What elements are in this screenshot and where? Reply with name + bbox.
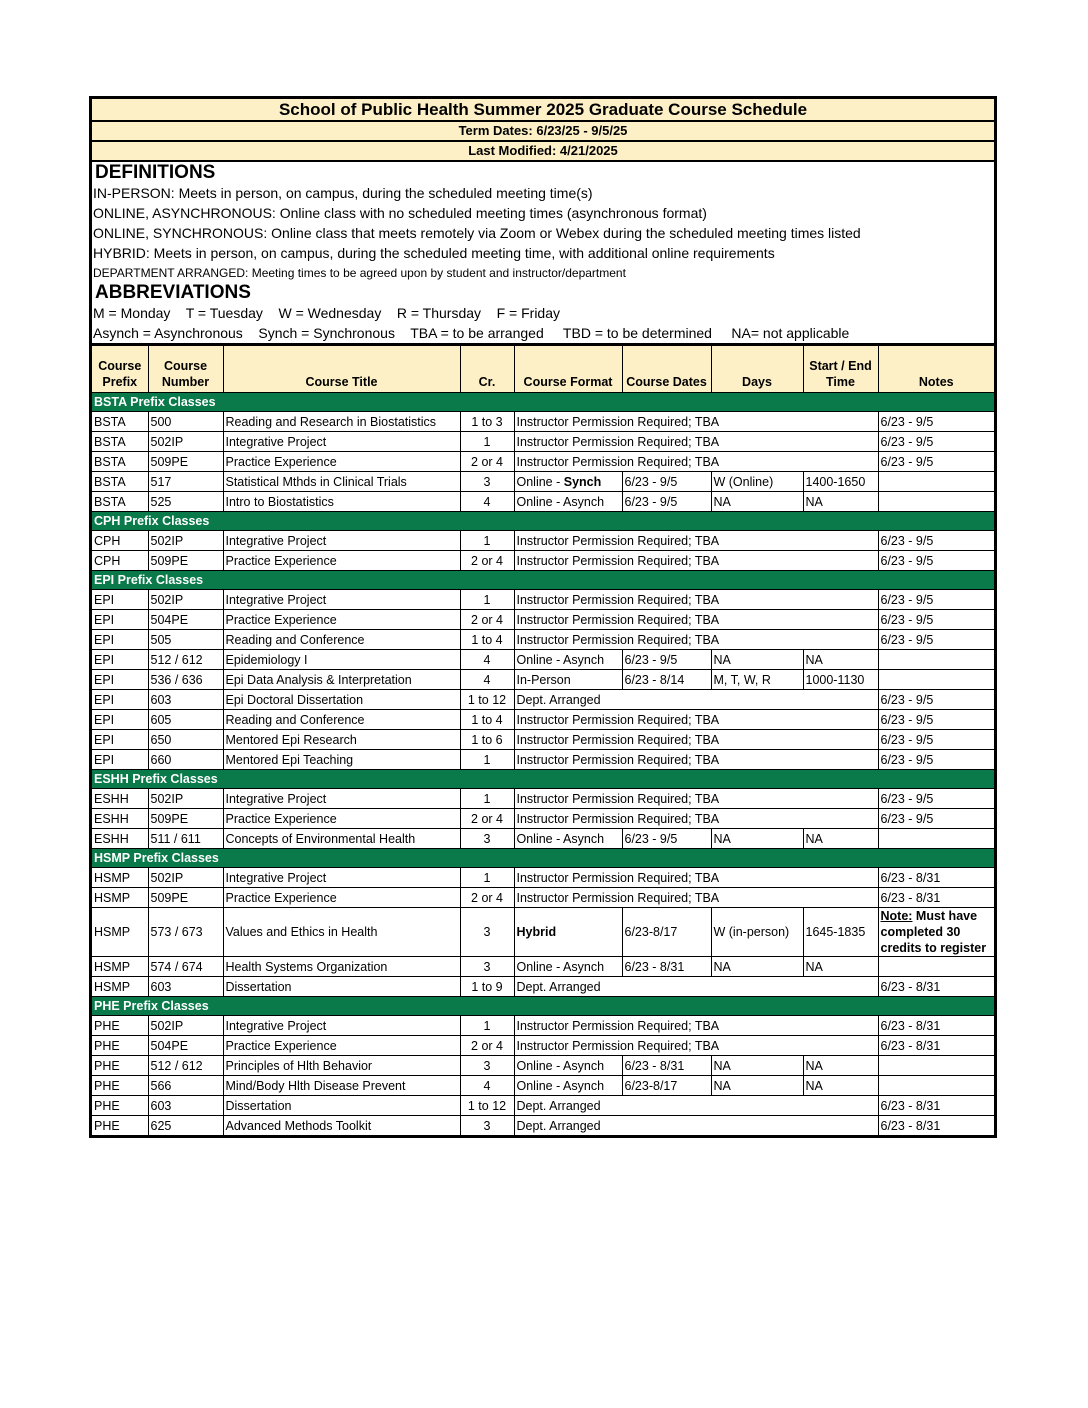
cell-prefix: EPI (92, 670, 148, 690)
group-header-row (92, 393, 994, 412)
cell-dates: 6/23-8/17 (622, 1076, 711, 1096)
cell-time: NA (803, 650, 878, 670)
cell-number: 625 (148, 1116, 223, 1136)
cell-number: 536 / 636 (148, 670, 223, 690)
cell-format-span: Instructor Permission Required; TBA (514, 432, 878, 452)
cell-credits: 1 (460, 1016, 514, 1036)
cell-prefix: HSMP (92, 888, 148, 908)
cell-dates: 6/23 - 9/5 (622, 472, 711, 492)
cell-dates: 6/23 - 9/5 (622, 829, 711, 849)
cell-format: Online - Asynch (514, 1056, 622, 1076)
cell-prefix: PHE (92, 1036, 148, 1056)
cell-dates: 6/23 - 9/5 (622, 650, 711, 670)
cell-format-span: Instructor Permission Required; TBA (514, 1016, 878, 1036)
cell-days: W (in-person) (711, 908, 803, 957)
table-row (92, 551, 994, 571)
cell-title: Practice Experience (223, 610, 460, 630)
cell-credits: 3 (460, 1116, 514, 1136)
cell-number: 566 (148, 1076, 223, 1096)
cell-notes: 6/23 - 8/31 (878, 1036, 994, 1056)
cell-credits: 4 (460, 1076, 514, 1096)
cell-prefix: HSMP (92, 977, 148, 997)
cell-prefix: EPI (92, 650, 148, 670)
cell-format: Online - Asynch (514, 650, 622, 670)
cell-title: Values and Ethics in Health (223, 908, 460, 957)
cell-title: Mind/Body Hlth Disease Prevent (223, 1076, 460, 1096)
group-header-row (92, 571, 994, 590)
cell-notes: 6/23 - 8/31 (878, 1096, 994, 1116)
cell-time: 1645-1835 (803, 908, 878, 957)
cell-format-span: Instructor Permission Required; TBA (514, 750, 878, 770)
col-start-end-time: Start / End Time (803, 345, 878, 393)
cell-credits: 1 to 12 (460, 1096, 514, 1116)
definition-hybrid: HYBRID: Meets in person, on campus, during the scheduled meeting time, with additional online requirements (93, 245, 775, 261)
table-row (92, 412, 994, 432)
table-row (92, 1056, 994, 1076)
cell-number: 603 (148, 690, 223, 710)
group-label: HSMP Prefix Classes (92, 849, 994, 868)
definitions-heading: DEFINITIONS (95, 162, 216, 183)
cell-title: Practice Experience (223, 809, 460, 829)
cell-days: NA (711, 957, 803, 977)
table-row (92, 750, 994, 770)
cell-credits: 3 (460, 957, 514, 977)
table-row (92, 630, 994, 650)
cell-notes (878, 492, 994, 512)
cell-credits: 2 or 4 (460, 452, 514, 472)
cell-format-span: Instructor Permission Required; TBA (514, 730, 878, 750)
cell-days: W (Online) (711, 472, 803, 492)
cell-dates: 6/23 - 8/14 (622, 670, 711, 690)
cell-credits: 1 (460, 432, 514, 452)
col-course-number: Course Number (148, 345, 223, 393)
term-dates: Term Dates: 6/23/25 - 9/5/25 (92, 122, 994, 142)
table-row (92, 710, 994, 730)
cell-notes: 6/23 - 8/31 (878, 1116, 994, 1136)
col-course-dates: Course Dates (622, 345, 711, 393)
cell-time: NA (803, 1076, 878, 1096)
cell-number: 509PE (148, 452, 223, 472)
cell-format: Hybrid (514, 908, 622, 957)
cell-format: Online - Asynch (514, 1076, 622, 1096)
cell-number: 502IP (148, 590, 223, 610)
group-label: PHE Prefix Classes (92, 997, 994, 1016)
cell-number: 574 / 674 (148, 957, 223, 977)
cell-prefix: EPI (92, 710, 148, 730)
cell-title: Reading and Conference (223, 630, 460, 650)
cell-time: NA (803, 829, 878, 849)
cell-format-span: Instructor Permission Required; TBA (514, 551, 878, 571)
cell-number: 603 (148, 977, 223, 997)
cell-number: 573 / 673 (148, 908, 223, 957)
cell-notes: 6/23 - 9/5 (878, 809, 994, 829)
col-credits: Cr. (460, 345, 514, 393)
cell-notes: 6/23 - 9/5 (878, 551, 994, 571)
cell-credits: 1 to 12 (460, 690, 514, 710)
cell-title: Integrative Project (223, 590, 460, 610)
cell-title: Practice Experience (223, 551, 460, 571)
cell-format-span: Instructor Permission Required; TBA (514, 412, 878, 432)
cell-format-span: Instructor Permission Required; TBA (514, 610, 878, 630)
cell-time: NA (803, 957, 878, 977)
table-row (92, 690, 994, 710)
cell-format: Online - Asynch (514, 829, 622, 849)
course-schedule-sheet (89, 96, 997, 1138)
cell-notes: 6/23 - 9/5 (878, 710, 994, 730)
table-row (92, 908, 994, 957)
table-row (92, 957, 994, 977)
cell-credits: 2 or 4 (460, 610, 514, 630)
cell-title: Statistical Mthds in Clinical Trials (223, 472, 460, 492)
cell-time: 1400-1650 (803, 472, 878, 492)
cell-title: Reading and Research in Biostatistics (223, 412, 460, 432)
cell-number: 525 (148, 492, 223, 512)
cell-notes (878, 1056, 994, 1076)
cell-prefix: HSMP (92, 957, 148, 977)
cell-number: 502IP (148, 432, 223, 452)
definitions-section (92, 162, 994, 283)
cell-title: Integrative Project (223, 1016, 460, 1036)
cell-credits: 1 (460, 531, 514, 551)
cell-days: NA (711, 492, 803, 512)
cell-prefix: PHE (92, 1056, 148, 1076)
cell-number: 504PE (148, 1036, 223, 1056)
col-course-title: Course Title (223, 345, 460, 393)
cell-dates: 6/23 - 8/31 (622, 1056, 711, 1076)
table-row (92, 472, 994, 492)
cell-number: 512 / 612 (148, 650, 223, 670)
cell-credits: 1 to 9 (460, 977, 514, 997)
cell-prefix: EPI (92, 730, 148, 750)
col-notes: Notes (878, 345, 994, 393)
cell-notes: 6/23 - 9/5 (878, 789, 994, 809)
cell-prefix: CPH (92, 551, 148, 571)
cell-dates: 6/23 - 8/31 (622, 957, 711, 977)
cell-credits: 1 (460, 789, 514, 809)
cell-format-span: Instructor Permission Required; TBA (514, 452, 878, 472)
cell-notes: 6/23 - 9/5 (878, 590, 994, 610)
cell-credits: 2 or 4 (460, 551, 514, 571)
cell-prefix: BSTA (92, 452, 148, 472)
table-row (92, 1096, 994, 1116)
cell-number: 517 (148, 472, 223, 492)
cell-prefix: BSTA (92, 492, 148, 512)
cell-notes (878, 472, 994, 492)
cell-prefix: HSMP (92, 908, 148, 957)
cell-title: Reading and Conference (223, 710, 460, 730)
cell-number: 502IP (148, 1016, 223, 1036)
cell-notes: 6/23 - 9/5 (878, 412, 994, 432)
cell-format: Online - Asynch (514, 492, 622, 512)
cell-number: 502IP (148, 531, 223, 551)
cell-prefix: ESHH (92, 789, 148, 809)
cell-notes: 6/23 - 9/5 (878, 690, 994, 710)
cell-title: Dissertation (223, 977, 460, 997)
table-row (92, 829, 994, 849)
table-row (92, 888, 994, 908)
format-text: Online - (516, 474, 564, 489)
note-label: Note: (880, 909, 913, 923)
abbreviations-days: M = Monday T = Tuesday W = Wednesday R = Thursday F = Friday (93, 305, 561, 321)
table-row (92, 432, 994, 452)
cell-credits: 1 to 6 (460, 730, 514, 750)
group-label: CPH Prefix Classes (92, 512, 994, 531)
group-header-row (92, 849, 994, 868)
cell-prefix: EPI (92, 610, 148, 630)
cell-number: 502IP (148, 868, 223, 888)
cell-format-span: Instructor Permission Required; TBA (514, 789, 878, 809)
cell-notes: 6/23 - 9/5 (878, 531, 994, 551)
table-row (92, 868, 994, 888)
table-row (92, 650, 994, 670)
page-title: School of Public Health Summer 2025 Graduate Course Schedule (92, 99, 994, 122)
abbreviations-terms: Asynch = Asynchronous Synch = Synchronous TBA = to be arranged TBD = to be determined NA= not applicable (93, 325, 850, 341)
cell-notes: 6/23 - 9/5 (878, 730, 994, 750)
format-emphasis: Synch (563, 474, 602, 489)
cell-number: 500 (148, 412, 223, 432)
definition-online-synchronous: ONLINE, SYNCHRONOUS: Online class that meets remotely via Zoom or Webex during the scheduled meeting times listed (93, 225, 861, 241)
cell-credits: 1 (460, 868, 514, 888)
group-label: EPI Prefix Classes (92, 571, 994, 590)
cell-notes (878, 650, 994, 670)
cell-format-span: Instructor Permission Required; TBA (514, 888, 878, 908)
cell-format-span: Instructor Permission Required; TBA (514, 531, 878, 551)
cell-days: NA (711, 1076, 803, 1096)
group-label: BSTA Prefix Classes (92, 393, 994, 412)
table-row (92, 1116, 994, 1136)
table-row (92, 977, 994, 997)
cell-format-span: Instructor Permission Required; TBA (514, 630, 878, 650)
cell-notes (878, 829, 994, 849)
cell-title: Epidemiology I (223, 650, 460, 670)
cell-number: 605 (148, 710, 223, 730)
cell-title: Advanced Methods Toolkit (223, 1116, 460, 1136)
cell-notes: 6/23 - 8/31 (878, 977, 994, 997)
cell-format-span: Dept. Arranged (514, 690, 878, 710)
cell-prefix: ESHH (92, 829, 148, 849)
cell-credits: 4 (460, 650, 514, 670)
cell-number: 660 (148, 750, 223, 770)
col-course-format: Course Format (514, 345, 622, 393)
table-row (92, 670, 994, 690)
cell-prefix: PHE (92, 1116, 148, 1136)
cell-title: Integrative Project (223, 789, 460, 809)
cell-format (514, 472, 622, 492)
cell-title: Integrative Project (223, 432, 460, 452)
cell-prefix: EPI (92, 750, 148, 770)
cell-number: 509PE (148, 888, 223, 908)
cell-prefix: HSMP (92, 868, 148, 888)
cell-format-span: Instructor Permission Required; TBA (514, 868, 878, 888)
cell-notes: 6/23 - 9/5 (878, 750, 994, 770)
cell-credits: 4 (460, 670, 514, 690)
cell-title: Practice Experience (223, 452, 460, 472)
cell-number: 504PE (148, 610, 223, 630)
group-label: ESHH Prefix Classes (92, 770, 994, 789)
cell-format-span: Instructor Permission Required; TBA (514, 809, 878, 829)
table-row (92, 789, 994, 809)
cell-number: 509PE (148, 809, 223, 829)
cell-notes: 6/23 - 8/31 (878, 1016, 994, 1036)
group-header-row (92, 997, 994, 1016)
cell-credits: 2 or 4 (460, 809, 514, 829)
table-row (92, 809, 994, 829)
cell-notes: 6/23 - 8/31 (878, 888, 994, 908)
definition-department-arranged: DEPARTMENT ARRANGED: Meeting times to be agreed upon by student and instructor/department (93, 266, 626, 280)
cell-notes: 6/23 - 9/5 (878, 452, 994, 472)
cell-title: Practice Experience (223, 1036, 460, 1056)
cell-prefix: BSTA (92, 412, 148, 432)
cell-format-span: Instructor Permission Required; TBA (514, 710, 878, 730)
cell-dates: 6/23 - 9/5 (622, 492, 711, 512)
group-header-row (92, 770, 994, 789)
cell-format-span: Dept. Arranged (514, 1116, 878, 1136)
cell-title: Epi Doctoral Dissertation (223, 690, 460, 710)
cell-notes (878, 908, 994, 957)
cell-notes (878, 1076, 994, 1096)
table-row (92, 730, 994, 750)
cell-title: Practice Experience (223, 888, 460, 908)
cell-number: 650 (148, 730, 223, 750)
cell-time: 1000-1130 (803, 670, 878, 690)
cell-days: NA (711, 1056, 803, 1076)
cell-notes: 6/23 - 9/5 (878, 630, 994, 650)
cell-days: M, T, W, R (711, 670, 803, 690)
cell-format-span: Instructor Permission Required; TBA (514, 1036, 878, 1056)
cell-credits: 2 or 4 (460, 1036, 514, 1056)
cell-title: Health Systems Organization (223, 957, 460, 977)
cell-title: Integrative Project (223, 531, 460, 551)
schedule-body (92, 393, 994, 1136)
table-row (92, 590, 994, 610)
abbreviations-section (92, 283, 994, 343)
abbreviations-heading: ABBREVIATIONS (95, 282, 251, 303)
table-row (92, 492, 994, 512)
table-row (92, 610, 994, 630)
cell-number: 603 (148, 1096, 223, 1116)
cell-title: Principles of Hlth Behavior (223, 1056, 460, 1076)
cell-prefix: BSTA (92, 472, 148, 492)
cell-format: In-Person (514, 670, 622, 690)
cell-credits: 3 (460, 472, 514, 492)
cell-notes (878, 670, 994, 690)
cell-format-span: Dept. Arranged (514, 977, 878, 997)
cell-format-span: Dept. Arranged (514, 1096, 878, 1116)
cell-days: NA (711, 650, 803, 670)
cell-number: 505 (148, 630, 223, 650)
table-row (92, 1036, 994, 1056)
cell-notes: 6/23 - 9/5 (878, 432, 994, 452)
cell-title: Dissertation (223, 1096, 460, 1116)
cell-title: Integrative Project (223, 868, 460, 888)
cell-credits: 3 (460, 829, 514, 849)
cell-format-span: Instructor Permission Required; TBA (514, 590, 878, 610)
cell-prefix: EPI (92, 590, 148, 610)
table-header-row (92, 345, 994, 393)
cell-prefix: ESHH (92, 809, 148, 829)
cell-title: Concepts of Environmental Health (223, 829, 460, 849)
cell-notes (878, 957, 994, 977)
cell-title: Intro to Biostatistics (223, 492, 460, 512)
last-modified: Last Modified: 4/21/2025 (92, 142, 994, 162)
cell-days: NA (711, 829, 803, 849)
cell-prefix: BSTA (92, 432, 148, 452)
cell-dates: 6/23-8/17 (622, 908, 711, 957)
cell-credits: 2 or 4 (460, 888, 514, 908)
cell-number: 502IP (148, 789, 223, 809)
cell-prefix: PHE (92, 1096, 148, 1116)
col-days: Days (711, 345, 803, 393)
cell-prefix: EPI (92, 630, 148, 650)
cell-credits: 1 (460, 590, 514, 610)
table-row (92, 452, 994, 472)
group-header-row (92, 512, 994, 531)
cell-credits: 3 (460, 1056, 514, 1076)
cell-title: Epi Data Analysis & Interpretation (223, 670, 460, 690)
cell-credits: 1 to 4 (460, 630, 514, 650)
table-row (92, 1076, 994, 1096)
cell-title: Mentored Epi Teaching (223, 750, 460, 770)
cell-time: NA (803, 1056, 878, 1076)
cell-time: NA (803, 492, 878, 512)
col-course-prefix: Course Prefix (92, 345, 148, 393)
cell-credits: 1 to 4 (460, 710, 514, 730)
cell-number: 509PE (148, 551, 223, 571)
cell-title: Mentored Epi Research (223, 730, 460, 750)
cell-credits: 1 to 3 (460, 412, 514, 432)
cell-notes: 6/23 - 9/5 (878, 610, 994, 630)
cell-format: Online - Asynch (514, 957, 622, 977)
note-text: Must have completed 30 credits to register (880, 909, 987, 955)
definition-in-person: IN-PERSON: Meets in person, on campus, during the scheduled meeting time(s) (93, 185, 593, 201)
cell-credits: 4 (460, 492, 514, 512)
cell-prefix: PHE (92, 1016, 148, 1036)
table-row (92, 531, 994, 551)
cell-prefix: CPH (92, 531, 148, 551)
schedule-table (92, 343, 994, 1135)
cell-number: 511 / 611 (148, 829, 223, 849)
cell-credits: 3 (460, 908, 514, 957)
cell-notes: 6/23 - 8/31 (878, 868, 994, 888)
cell-credits: 1 (460, 750, 514, 770)
definition-online-asynchronous: ONLINE, ASYNCHRONOUS: Online class with no scheduled meeting times (asynchronous format) (93, 205, 707, 221)
cell-prefix: PHE (92, 1076, 148, 1096)
table-row (92, 1016, 994, 1036)
cell-prefix: EPI (92, 690, 148, 710)
cell-number: 512 / 612 (148, 1056, 223, 1076)
